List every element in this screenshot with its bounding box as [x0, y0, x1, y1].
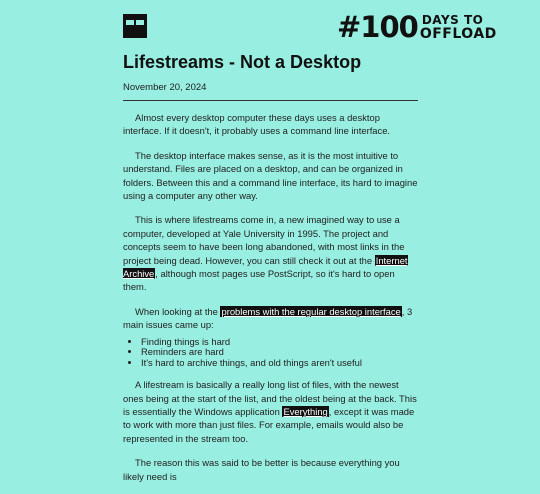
paragraph-3-text: This is where lifestreams come in, a new imagined way to use a computer, developed at Yale University in 1995. The project and concepts seem to have been long abandoned, with most links in the project being dead. However, you can still check it out at the: [123, 214, 405, 266]
everything-link[interactable]: Everything: [283, 406, 328, 417]
paragraph-3: [123, 213, 419, 293]
list-item: • It's hard to archive things, and old things aren't useful: [141, 358, 419, 369]
paragraph-1: Almost every desktop computer these days uses a desktop interface. If it doesn't, it probably uses a command line interface.: [123, 112, 391, 137]
page-title: Lifestreams - Not a Desktop: [123, 52, 362, 72]
logo-line-2: OFFLOAD: [419, 26, 497, 42]
paragraph-4: [123, 305, 419, 332]
divider: [123, 100, 418, 101]
paragraph-5: [123, 378, 419, 445]
list-item: • Reminders are hard: [141, 347, 419, 358]
paragraph-5-text-end: , except it was made to work with more than just files. For example, emails would also be represented in the stream too.: [123, 406, 415, 444]
site-logo-icon[interactable]: [123, 14, 147, 38]
paragraph-3-text-end: , although most pages use PostScript, so it's hard to open them.: [123, 268, 395, 293]
list-item: • Finding things is hard: [141, 337, 419, 348]
internet-archive-link[interactable]: Internet Archive: [123, 254, 408, 280]
desktop-problems-link[interactable]: problems with the regular desktop interface: [221, 305, 401, 317]
issues-list: [123, 337, 419, 369]
paragraph-4-text-end: , 3 main issues came up:: [123, 305, 413, 331]
post-content: [123, 111, 419, 494]
paragraph-4-text: When looking at the: [135, 305, 221, 317]
logo-number: #100: [337, 10, 418, 44]
post-date: November 20, 2024: [123, 82, 207, 93]
logo-line-1: DAYS TO: [421, 13, 484, 27]
paragraph-5-text: A lifestream is basically a really long list of files, with the newest ones being at the start of the list, and the oldest being at the back. This is essentially the Windows application: [123, 379, 417, 417]
paragraph-2: The desktop interface makes sense, as it is the most intuitive to understand. Files are placed on a desktop, and can be organized in folders. Between this and a command line interface, its hard to imagine using a computer any other way.: [123, 149, 418, 202]
paragraph-6: The reason this was said to be better is because everything you likely need is: [123, 457, 400, 482]
100-days-to-offload-logo[interactable]: [337, 12, 497, 42]
